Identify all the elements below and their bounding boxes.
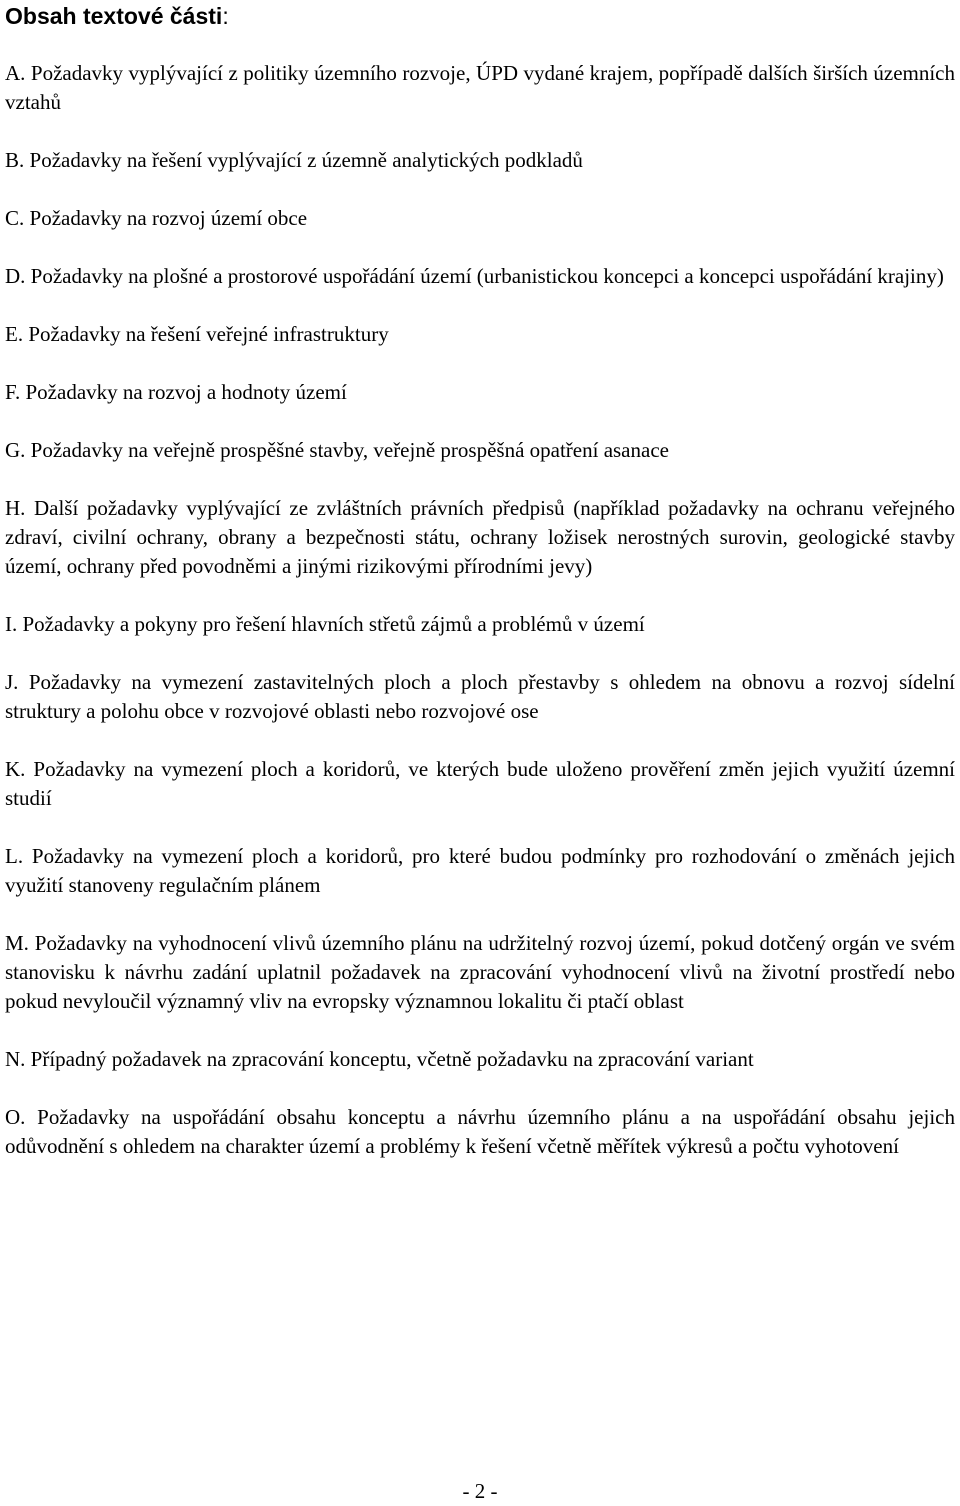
item-letter: J. (5, 670, 19, 694)
contents-list (5, 59, 955, 1161)
item-letter: C. (5, 206, 25, 230)
contents-item-m (5, 929, 955, 1016)
section-heading (5, 2, 955, 30)
item-text: Požadavky na uspořádání obsahu konceptu a návrhu územního plánu a na uspořádání obsahu jejich odůvodnění s ohledem na charakter území a problémy k řešení včetně měřítek výkresů a počtu vyhotovení (5, 1105, 955, 1158)
contents-item-n (5, 1045, 955, 1074)
item-letter: K. (5, 757, 26, 781)
item-text: Požadavky na rozvoj území obce (29, 206, 308, 230)
contents-item-i (5, 610, 955, 639)
item-text: Požadavky vyplývající z politiky územního rozvoje, ÚPD vydané krajem, popřípadě dalších širších územních vztahů (5, 61, 956, 114)
item-text: Požadavky na rozvoj a hodnoty území (25, 380, 347, 404)
item-text: Požadavky na vymezení ploch a koridorů, ve kterých bude uloženo prověření změn jejich využití územní studií (5, 757, 956, 810)
item-text: Požadavky na řešení veřejné infrastruktury (28, 322, 389, 346)
item-letter: F. (5, 380, 21, 404)
section-heading-colon: : (222, 3, 229, 29)
item-text: Případný požadavek na zpracování konceptu, včetně požadavku na zpracování variant (30, 1047, 754, 1071)
item-text: Požadavky na vymezení zastavitelných ploch a ploch přestavby s ohledem na obnovu a rozvoj sídelní struktury a polohu obce v rozvojové oblasti nebo rozvojové ose (5, 670, 955, 723)
item-text: Požadavky na řešení vyplývající z územně analytických podkladů (29, 148, 583, 172)
item-text: Požadavky na plošné a prostorové uspořádání území (urbanistickou koncepci a koncepci uspořádání krajiny) (30, 264, 944, 288)
item-letter: E. (5, 322, 24, 346)
item-letter: N. (5, 1047, 26, 1071)
page-number: - 2 - (462, 1479, 498, 1503)
item-letter: A. (5, 61, 26, 85)
contents-item-f (5, 378, 955, 407)
item-text: Požadavky na vyhodnocení vlivů územního plánu na udržitelný rozvoj území, pokud dotčený orgán ve svém stanovisku k návrhu zadání uplatnil požadavek na zpracování vyhodnocení vlivů na životní prostředí nebo pokud nevyloučil významný vliv na evropsky významnou lokalitu či ptačí oblast (5, 931, 955, 1013)
contents-item-j (5, 668, 955, 726)
contents-item-o (5, 1103, 955, 1161)
contents-item-l (5, 842, 955, 900)
contents-item-d (5, 262, 955, 291)
item-text: Požadavky na vymezení ploch a koridorů, pro které budou podmínky pro rozhodování o změnách jejich využití stanoveny regulačním plánem (5, 844, 955, 897)
item-letter: L. (5, 844, 24, 868)
item-text: Požadavky a pokyny pro řešení hlavních střetů zájmů a problémů v území (22, 612, 645, 636)
item-letter: M. (5, 931, 29, 955)
item-letter: O. (5, 1105, 26, 1129)
item-letter: I. (5, 612, 18, 636)
contents-item-h (5, 494, 955, 581)
item-letter: H. (5, 496, 26, 520)
item-letter: D. (5, 264, 26, 288)
contents-item-b (5, 146, 955, 175)
contents-item-e (5, 320, 955, 349)
item-letter: G. (5, 438, 26, 462)
item-text: Další požadavky vyplývající ze zvláštních právních předpisů (například požadavky na ochranu veřejného zdraví, civilní ochrany, obrany a bezpečnosti státu, ochrany ložisek nerostných surovin, geologické stavby území, ochrany před povodněmi a jinými rizikovými přírodními jevy) (5, 496, 955, 578)
contents-item-a (5, 59, 955, 117)
item-text: Požadavky na veřejně prospěšné stavby, veřejně prospěšná opatření asanace (30, 438, 669, 462)
contents-item-g (5, 436, 955, 465)
item-letter: B. (5, 148, 25, 172)
document-page (5, 0, 955, 1190)
contents-item-k (5, 755, 955, 813)
section-heading-text: Obsah textové části (5, 3, 223, 29)
contents-item-c (5, 204, 955, 233)
